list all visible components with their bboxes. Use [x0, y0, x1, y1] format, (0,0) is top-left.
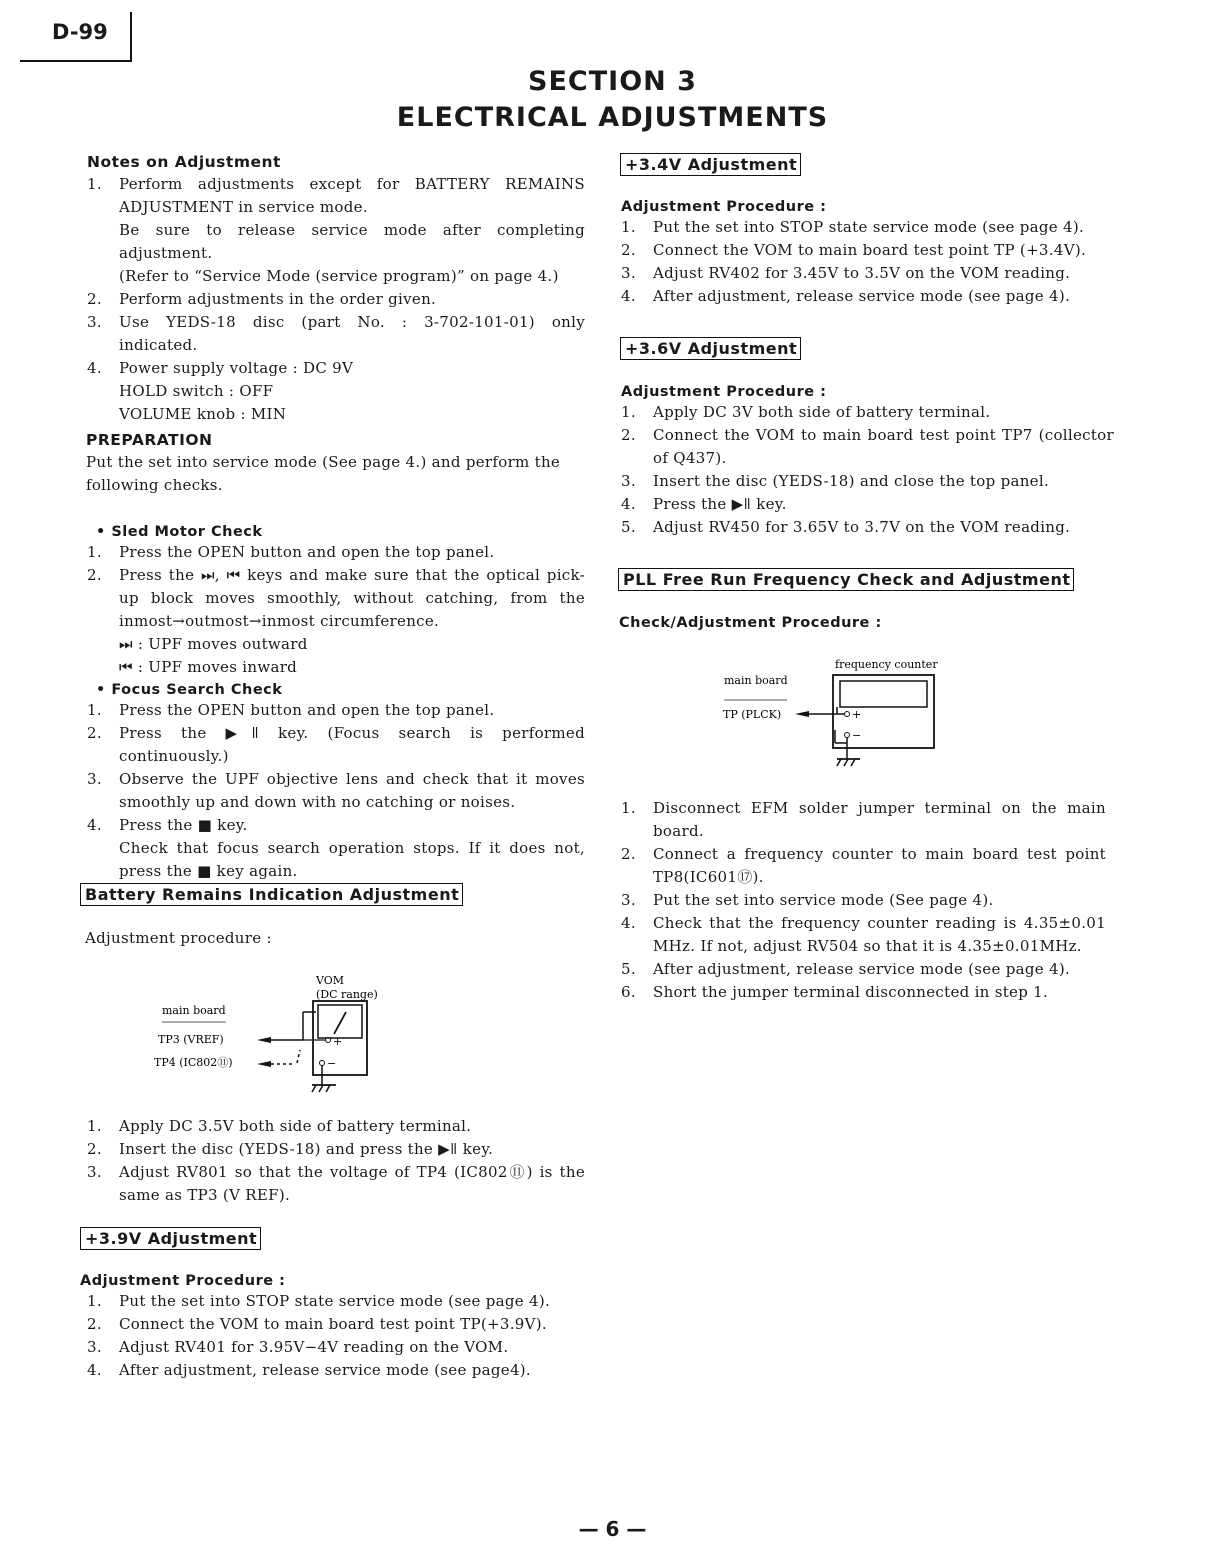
- minus-terminal: [845, 733, 850, 738]
- list-item: 4. Power supply voltage : DC 9V HOLD switch : OFF VOLUME knob : MIN: [87, 359, 354, 423]
- counter-label: frequency counter: [835, 658, 938, 671]
- list-item: 6. Short the jumper terminal disconnected in step 1.: [621, 983, 1049, 1001]
- plus-label: +: [333, 1035, 343, 1048]
- section-title: [0, 64, 1225, 136]
- counter-display: [840, 681, 927, 707]
- list-item: 2. Connect a frequency counter to main board test point TP8(IC601⑰).: [621, 845, 1106, 886]
- preparation-heading: PREPARATION: [86, 431, 213, 449]
- pll-section: [614, 568, 1119, 631]
- list-item: 1. Apply DC 3V both side of battery terminal.: [621, 403, 991, 421]
- list-item: 4. After adjustment, release service mode (see page 4).: [621, 287, 1071, 305]
- sled-check-section: [80, 524, 585, 679]
- list-item: 3. Insert the disc (YEDS-18) and close the top panel.: [621, 472, 1050, 490]
- preparation-section: [80, 431, 585, 497]
- battery-procedure-label: Adjustment procedure :: [85, 929, 272, 947]
- list-item: 4. After adjustment, release service mode (see page4).: [87, 1361, 532, 1379]
- adj39-section: [80, 1227, 585, 1382]
- plus-label: +: [852, 708, 862, 721]
- list-item: 1. Apply DC 3.5V both side of battery terminal.: [87, 1117, 472, 1135]
- main-board-label: main board: [162, 1004, 226, 1017]
- list-item: 4. Press the ▶ǁ key.: [621, 495, 787, 513]
- list-item: 3. Adjust RV401 for 3.95V−4V reading on the VOM.: [87, 1338, 509, 1356]
- tp4-label: TP4 (IC802⑪): [154, 1056, 233, 1069]
- pll-procedure-label: Check/Adjustment Procedure :: [619, 615, 882, 631]
- list-item: 3. Use YEDS-18 disc (part No. : 3-702-101-01) only indicated.: [87, 313, 585, 354]
- adj36-title: +3.6V Adjustment: [620, 337, 801, 360]
- pll-wiring-diagram: [715, 655, 955, 775]
- list-item: 2. Press the ⏭, ⏮ keys and make sure that the optical pick-up block moves smoothly, without catching, from the inmost→outmost→inmost circumference. ⏭ : UPF moves outward ⏮ : UPF moves inward: [87, 566, 585, 676]
- notes-list: [80, 173, 585, 426]
- main-board-label: main board: [724, 674, 788, 687]
- battery-wiring-diagram: [140, 968, 420, 1098]
- battery-steps: [80, 1115, 585, 1207]
- list-item: 1. Disconnect EFM solder jumper terminal on the main board.: [621, 799, 1106, 840]
- list-item: 3. Adjust RV402 for 3.45V to 3.5V on the VOM reading.: [621, 264, 1071, 282]
- list-item: 2. Press the ▶ǁ key. (Focus search is performed continuously.): [87, 724, 585, 765]
- list-item: 2. Connect the VOM to main board test point TP7 (collector of Q437).: [621, 426, 1114, 467]
- list-item: 1. Press the OPEN button and open the top panel.: [87, 701, 495, 719]
- list-item: 3. Put the set into service mode (See page 4).: [621, 891, 994, 909]
- section-name: ELECTRICAL ADJUSTMENTS: [396, 102, 829, 133]
- tp-arrow: [795, 711, 809, 717]
- tp4-wire-rise: [297, 1050, 300, 1063]
- list-item: 5. After adjustment, release service mode (see page 4).: [621, 960, 1071, 978]
- list-item: 1. Perform adjustments except for BATTERY REMAINS ADJUSTMENT in service mode. Be sure to release service mode after completing adjustment. (Refer to “Service Mode (service program)” on page 4.): [87, 175, 585, 285]
- adj39-title: +3.9V Adjustment: [80, 1227, 261, 1250]
- model-number: D-99: [52, 20, 108, 44]
- focus-check-heading: • Focus Search Check: [96, 682, 283, 698]
- list-item: 2. Insert the disc (YEDS-18) and press the ▶ǁ key.: [87, 1140, 494, 1158]
- list-item: 2. Perform adjustments in the order given.: [87, 290, 437, 308]
- pll-steps: [614, 797, 1106, 1004]
- tp-plck-label: TP (PLCK): [723, 708, 782, 721]
- adj39-procedure-label: Adjustment Procedure :: [80, 1273, 286, 1289]
- model-tag: [20, 12, 132, 62]
- vom-label: VOM: [316, 974, 345, 987]
- pll-title: PLL Free Run Frequency Check and Adjustment: [618, 568, 1074, 591]
- list-item: 2. Connect the VOM to main board test point TP (+3.4V).: [621, 241, 1087, 259]
- list-item: 3. Adjust RV801 so that the voltage of TP4 (IC802⑪) is the same as TP3 (V REF).: [87, 1163, 585, 1204]
- focus-check-section: [80, 682, 585, 883]
- minus-label: −: [852, 729, 862, 742]
- notes-heading: Notes on Adjustment: [87, 153, 281, 171]
- battery-section: [80, 883, 585, 950]
- focus-check-list: [80, 699, 585, 883]
- adj36-procedure-label: Adjustment Procedure :: [621, 384, 827, 400]
- list-item: 4. Press the ■ key. Check that focus search operation stops. If it does not, press the ■ key again.: [87, 816, 585, 880]
- adj36-list: [614, 401, 1114, 539]
- list-item: 1. Press the OPEN button and open the top panel.: [87, 543, 495, 561]
- sled-check-heading: • Sled Motor Check: [96, 524, 263, 540]
- vom-needle: [334, 1012, 346, 1034]
- adj34-section: [614, 153, 1114, 308]
- section-number: SECTION 3: [528, 66, 697, 97]
- list-item: 3. Observe the UPF objective lens and check that it moves smoothly up and down with no catching or noises.: [87, 770, 585, 811]
- vom-range-label: (DC range): [316, 988, 378, 1001]
- list-item: 2. Connect the VOM to main board test point TP(+3.9V).: [87, 1315, 547, 1333]
- battery-title: Battery Remains Indication Adjustment: [80, 883, 463, 906]
- notes-section: [80, 153, 585, 426]
- minus-label: −: [327, 1057, 337, 1070]
- adj39-list: [80, 1290, 585, 1382]
- sled-check-list: [80, 541, 585, 679]
- tp3-label: TP3 (VREF): [158, 1033, 224, 1046]
- list-item: 4. Check that the frequency counter reading is 4.35±0.01 MHz. If not, adjust RV504 so that it is 4.35±0.01MHz.: [621, 914, 1106, 955]
- list-item: 1. Put the set into STOP state service mode (see page 4).: [621, 218, 1085, 236]
- adj34-title: +3.4V Adjustment: [620, 153, 801, 176]
- list-item: 5. Adjust RV450 for 3.65V to 3.7V on the VOM reading.: [621, 518, 1071, 536]
- preparation-text: Put the set into service mode (See page 4.) and perform the following checks.: [86, 453, 561, 494]
- adj34-list: [614, 216, 1114, 308]
- battery-list: [80, 1115, 585, 1207]
- adj36-section: [614, 337, 1114, 539]
- tp3-arrow: [257, 1037, 271, 1043]
- minus-terminal: [320, 1061, 325, 1066]
- pll-list: [614, 797, 1106, 1004]
- list-item: 1. Put the set into STOP state service mode (see page 4).: [87, 1292, 551, 1310]
- tp4-arrow: [257, 1061, 271, 1067]
- plus-terminal: [845, 712, 850, 717]
- adj34-procedure-label: Adjustment Procedure :: [621, 199, 827, 215]
- page-number: — 6 —: [578, 1517, 647, 1541]
